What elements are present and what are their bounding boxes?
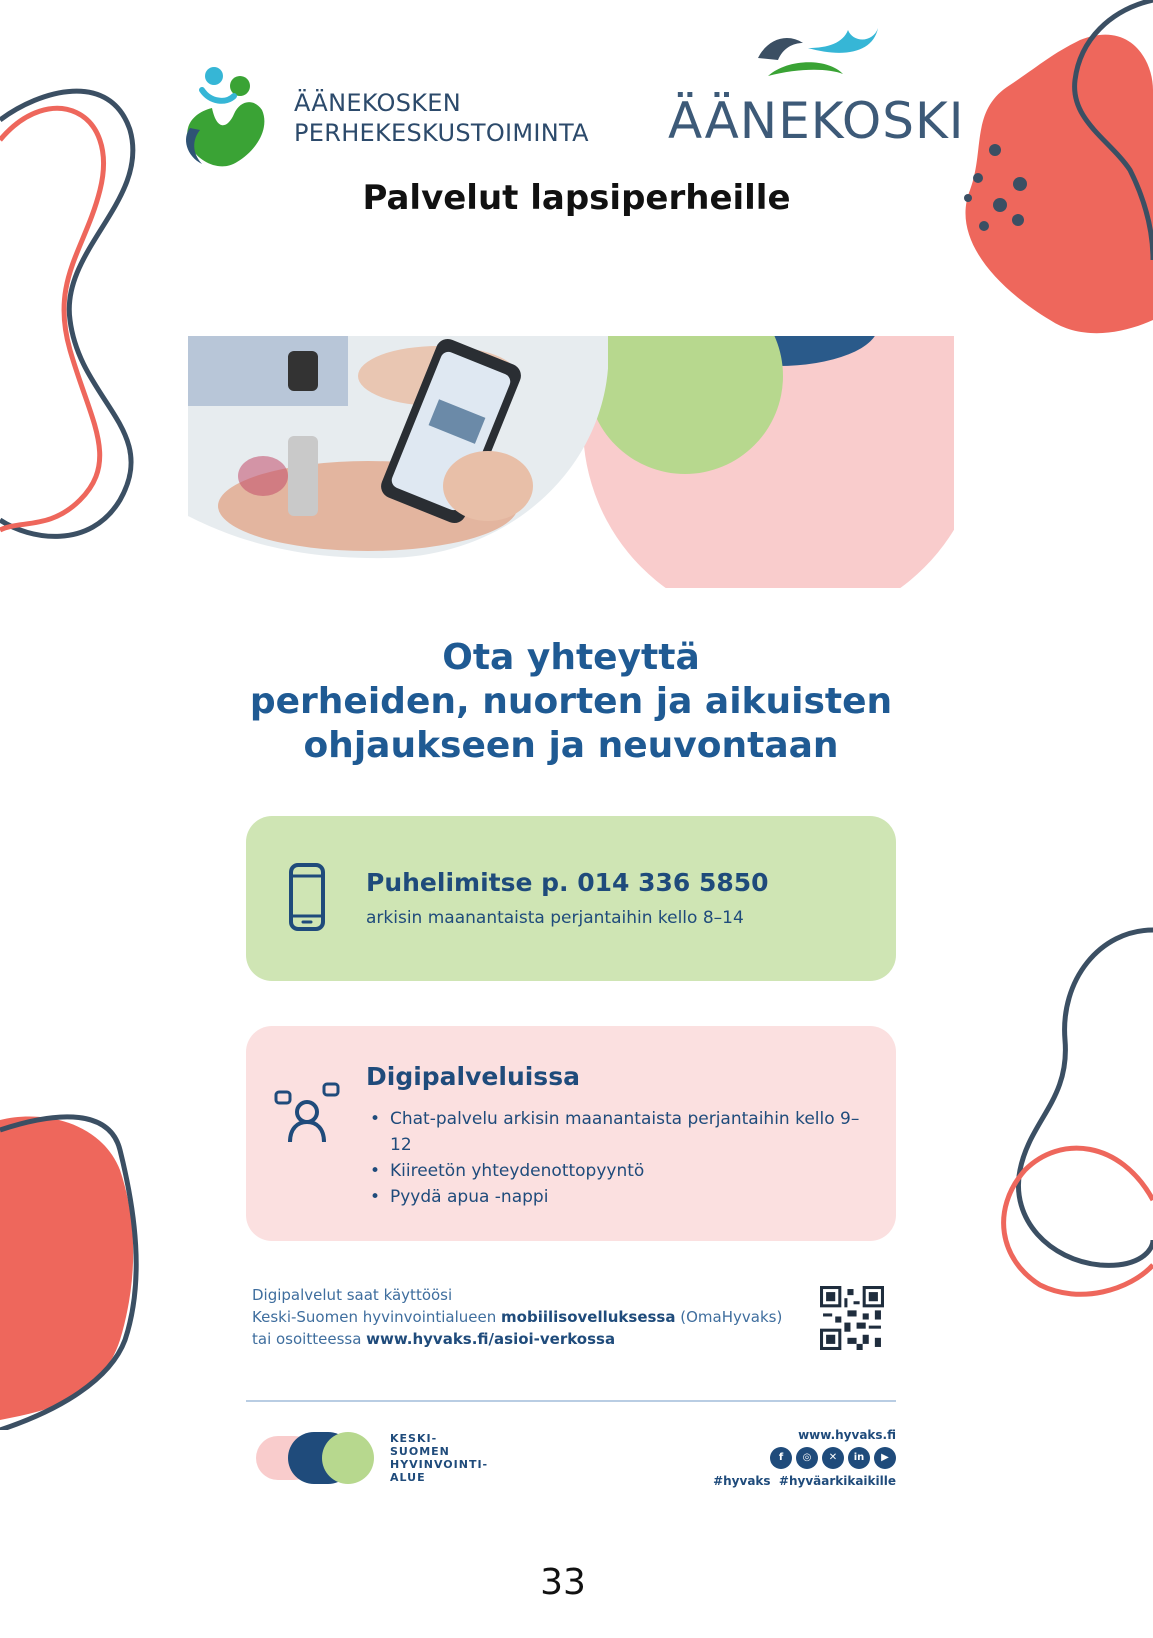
digi-card bbox=[246, 1026, 896, 1241]
phone-card-subtitle: arkisin maanantaista perjantaihin kello 8–14 bbox=[366, 908, 744, 928]
aanekoski-logo bbox=[668, 18, 965, 150]
info-line3: tai osoitteessa www.hyvaks.fi/asioi-verkossa bbox=[252, 1330, 616, 1348]
website-link[interactable]: www.hyvaks.fi bbox=[798, 1428, 896, 1442]
cta-line2: perheiden, nuorten ja aikuisten bbox=[249, 681, 893, 722]
list-item: • Chat-palvelu arkisin maanantaista perjantaihin kello 9–12 bbox=[366, 1106, 876, 1158]
youtube-icon[interactable]: ▶ bbox=[874, 1447, 896, 1469]
hyvinvointialue-logo-mark bbox=[256, 1432, 376, 1484]
info-line1: Digipalvelut saat käyttöösi bbox=[252, 1286, 453, 1304]
left-bottom-decoration bbox=[0, 1110, 160, 1430]
poster bbox=[188, 336, 954, 1516]
hashtags: #hyvaks #hyväarkikaikille bbox=[713, 1474, 896, 1488]
cta-line3: ohjaukseen ja neuvontaan bbox=[303, 725, 839, 766]
info-text bbox=[252, 1284, 812, 1350]
digi-card-title: Digipalveluissa bbox=[366, 1062, 580, 1091]
footer-contact bbox=[713, 1428, 896, 1488]
left-top-decoration bbox=[0, 80, 160, 540]
perhekeskus-logo-mark bbox=[182, 58, 282, 173]
qr-code[interactable] bbox=[820, 1286, 884, 1350]
perhekeskus-logo-line2: PERHEKESKUSTOIMINTA bbox=[294, 119, 589, 147]
divider bbox=[246, 1400, 896, 1402]
digi-card-bullets bbox=[366, 1106, 876, 1210]
cta-heading bbox=[188, 636, 954, 768]
asioi-verkossa-link[interactable]: www.hyvaks.fi/asioi-verkossa bbox=[366, 1330, 616, 1348]
facebook-icon[interactable]: f bbox=[770, 1447, 792, 1469]
phone-card-title: Puhelimitse p. 014 336 5850 bbox=[366, 868, 769, 897]
list-item: • Kiireetön yhteydenottopyyntö bbox=[366, 1158, 876, 1184]
info-line2: Keski-Suomen hyvinvointialueen mobiilisovelluksessa (OmaHyvaks) bbox=[252, 1308, 783, 1326]
x-icon[interactable]: ✕ bbox=[822, 1447, 844, 1469]
phone-card bbox=[246, 816, 896, 981]
perhekeskus-logo-line1: ÄÄNEKOSKEN bbox=[294, 89, 462, 117]
hyvinvointialue-logo-text: KESKI- SUOMEN HYVINVOINTI- ALUE bbox=[390, 1432, 489, 1484]
page-heading: Palvelut lapsiperheille bbox=[362, 178, 791, 218]
hero-image bbox=[188, 336, 954, 588]
aanekoski-logo-text: ÄÄNEKOSKI bbox=[668, 92, 965, 150]
phone-icon bbox=[288, 862, 326, 932]
right-top-decoration bbox=[960, 0, 1153, 340]
cta-line1: Ota yhteyttä bbox=[442, 637, 700, 678]
chat-people-icon bbox=[274, 1082, 340, 1144]
list-item: • Pyydä apua -nappi bbox=[366, 1184, 876, 1210]
right-bottom-decoration bbox=[990, 920, 1153, 1340]
social-icons bbox=[713, 1447, 896, 1469]
page-number: 33 bbox=[540, 1562, 586, 1603]
perhekeskus-logo bbox=[182, 58, 602, 173]
linkedin-icon[interactable]: in bbox=[848, 1447, 870, 1469]
aanekoski-logo-mark bbox=[748, 18, 878, 88]
instagram-icon[interactable]: ◎ bbox=[796, 1447, 818, 1469]
